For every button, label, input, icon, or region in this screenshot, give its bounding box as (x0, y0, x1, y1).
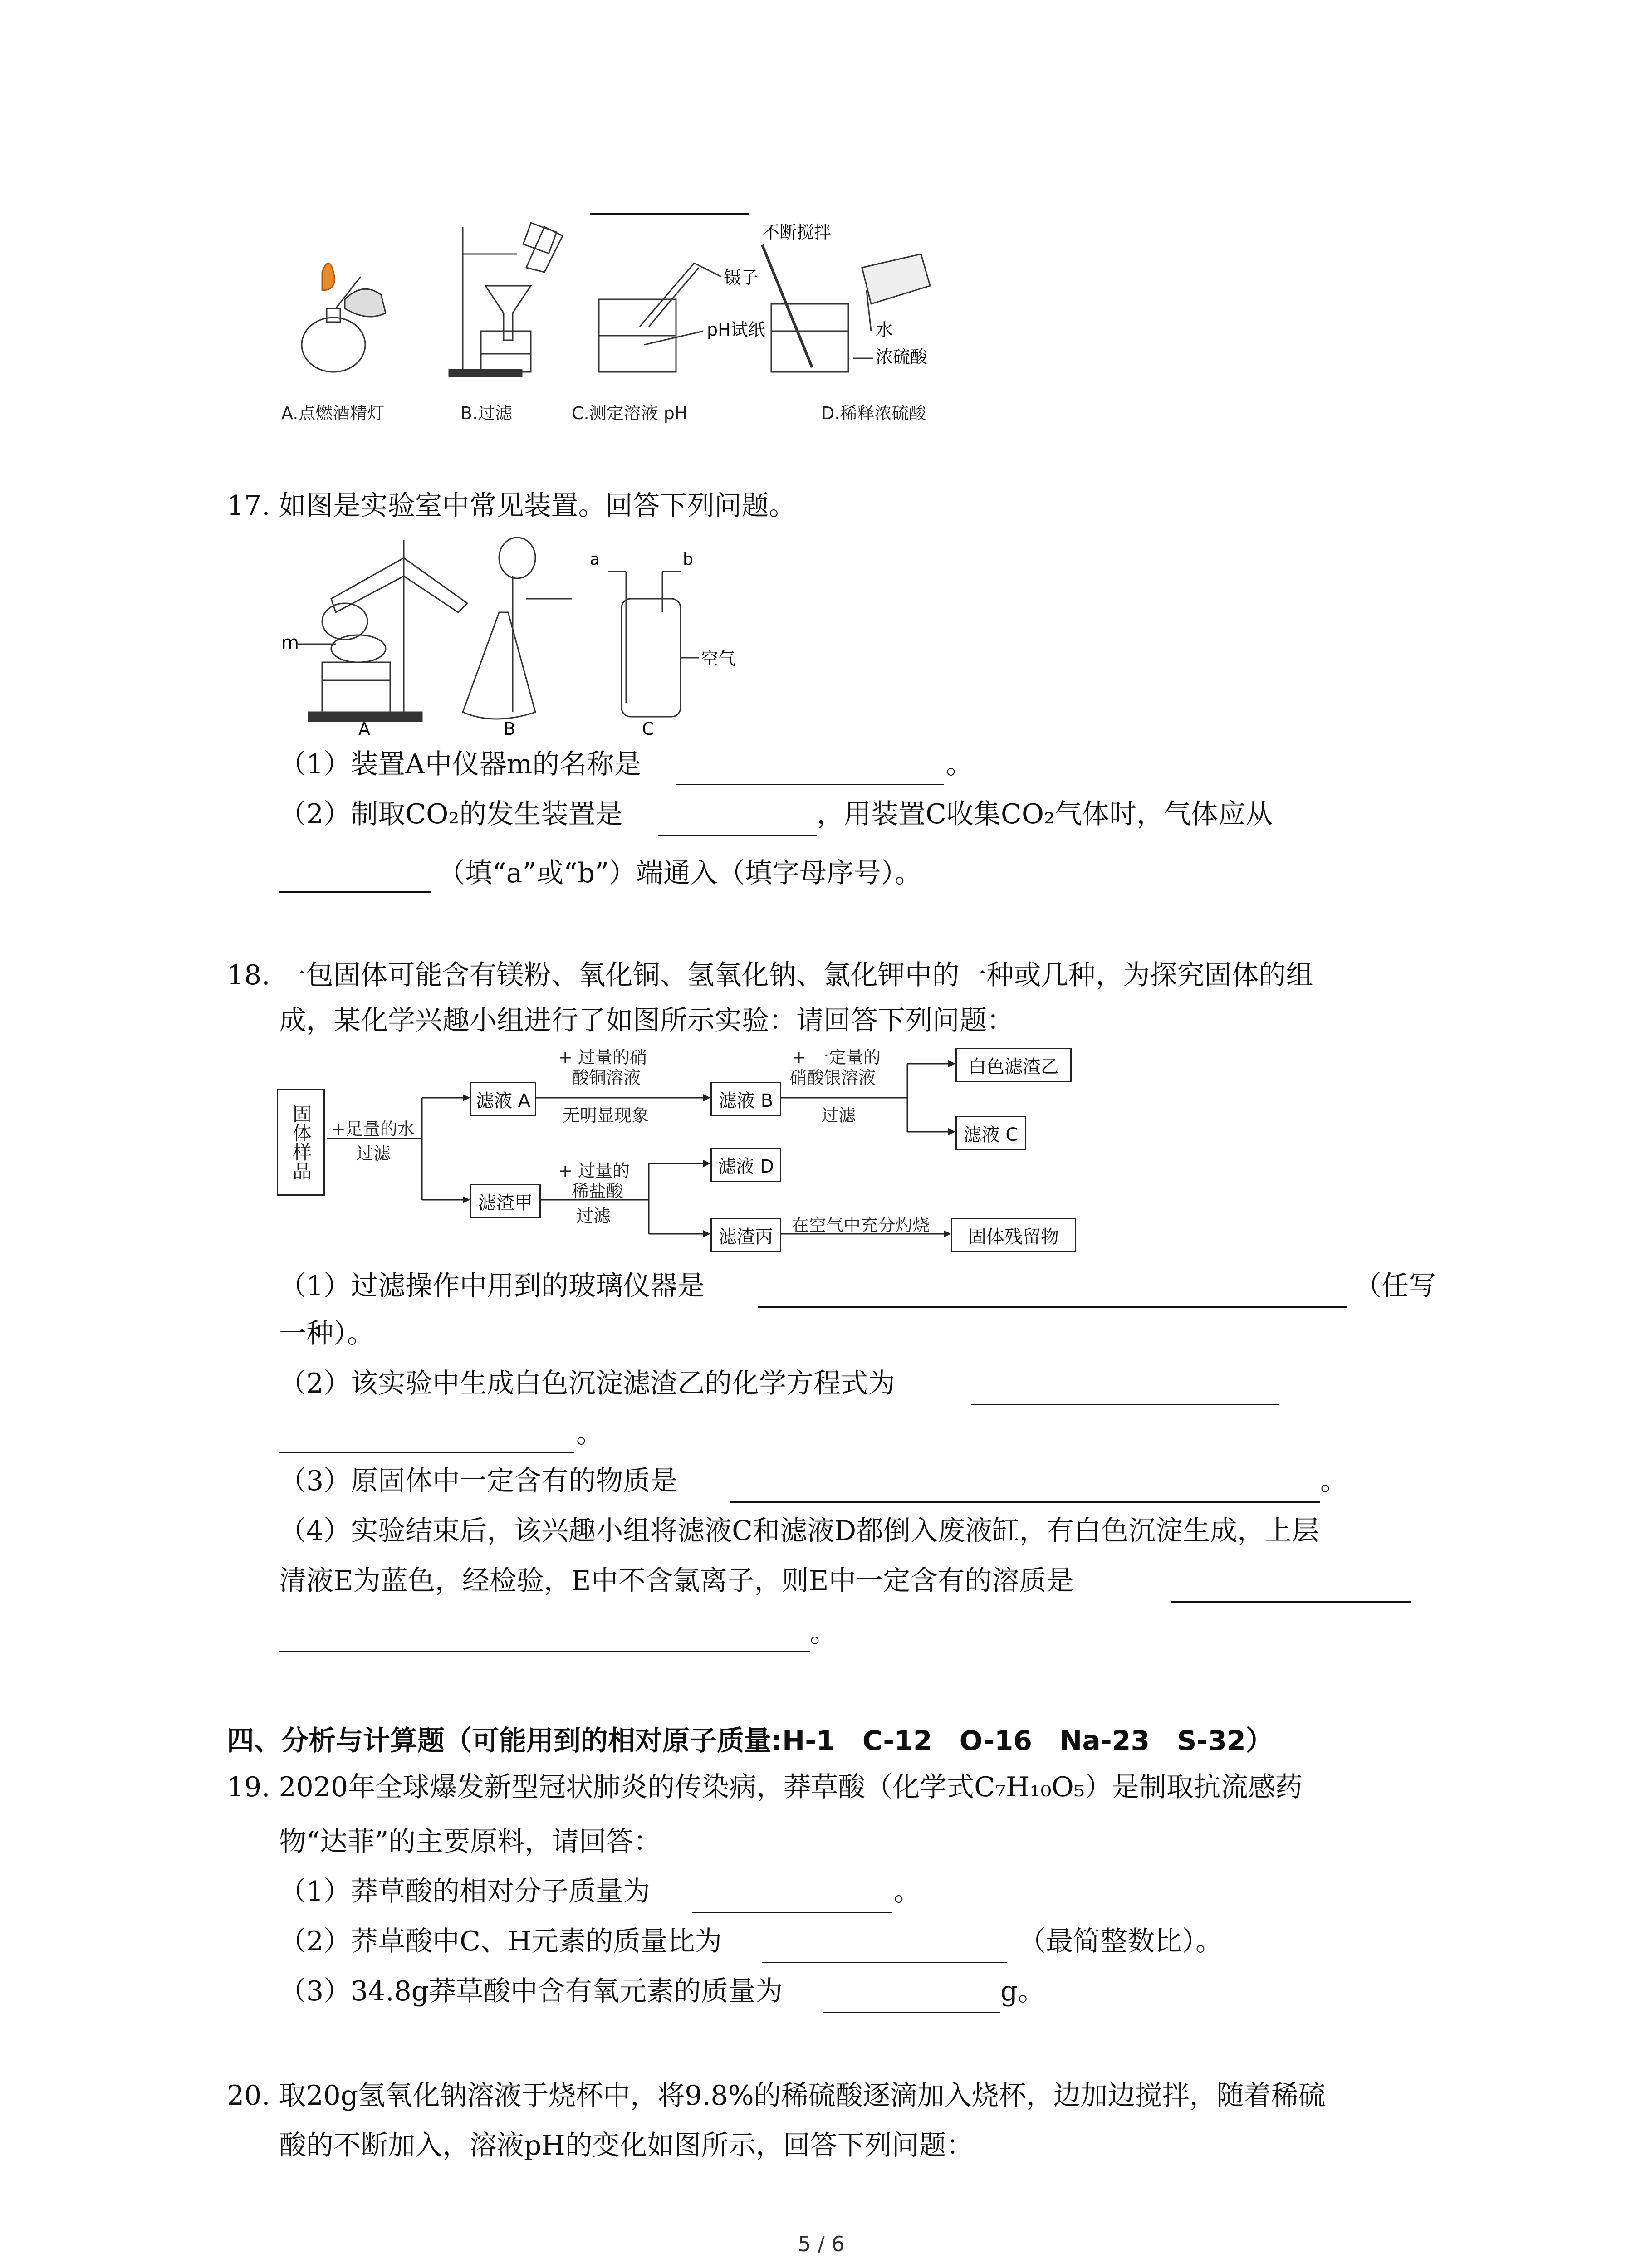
q18-sub4-line1: （4）实验结束后，该兴趣小组将滤液C和滤液D都倒入废液缸，有白色沉淀生成，上层 (279, 1515, 1319, 1547)
answer-blank-q18-4a[interactable] (1171, 1601, 1411, 1603)
q18-sub2-end: 。 (576, 1418, 603, 1449)
node-filtrate-a: 滤液 A (470, 1082, 536, 1116)
figure-label-b: B.过滤 (460, 403, 513, 423)
answer-blank-q18-3[interactable] (730, 1501, 1320, 1503)
figure-label-d: D.稀释浓硫酸 (821, 403, 926, 423)
q17-sub2-end: （填“a”或“b”）端通入（填字母序号）。 (438, 857, 922, 889)
label-m: m (281, 632, 299, 653)
answer-blank-q18-2a[interactable] (971, 1404, 1279, 1405)
step3-l3: 过滤 (821, 1105, 856, 1125)
q17-sub1: （1）装置A中仪器m的名称是 (279, 748, 642, 780)
q19-stem-line2: 物“达菲”的主要原料，请回答： (279, 1826, 661, 1857)
page-number: 5 / 6 (798, 2232, 845, 2256)
tweezers-label: 镊子 (724, 268, 759, 288)
node-residue-jia: 滤渣甲 (470, 1184, 541, 1218)
device-b (463, 538, 572, 719)
water-label: 水 (876, 320, 893, 340)
q18-sub4-line2: 清液E为蓝色，经检验，E中不含氯离子，则E中一定含有的溶质是 (279, 1565, 1074, 1597)
answer-blank-q18-1[interactable] (758, 1306, 1347, 1308)
alcohol-lamp-a (302, 263, 386, 372)
device-c (608, 572, 699, 717)
answer-blank-q19-3[interactable] (823, 2012, 1000, 2013)
answer-blank-q16 (590, 213, 749, 215)
acid-label: 浓硫酸 (876, 347, 928, 367)
section4-heading: 四、分析与计算题（可能用到的相对原子质量:H-1 C-12 O-16 Na-23 S-32） (227, 1725, 1273, 1757)
q18-stem-line2: 成，某化学兴趣小组进行了如图所示实验：请回答下列问题： (279, 1005, 1014, 1036)
q17-apparatus-figure (272, 531, 771, 744)
node-solid-residue: 固体残留物 (951, 1218, 1076, 1252)
q18-sub1-end: （任写 (1354, 1270, 1436, 1302)
filtration-setup-b (449, 223, 563, 376)
answer-blank-q19-2[interactable] (762, 1962, 1007, 1963)
step1-top: +足量的水 (331, 1119, 415, 1139)
node-filtrate-c: 滤液 C (955, 1116, 1026, 1150)
q20-stem-line1: 20. 取20g氢氧化钠溶液于烧杯中，将9.8%的稀硫酸逐滴加入烧杯，边加边搅拌，随着稀硫 (227, 2080, 1326, 2112)
step3-l2: 硝酸银溶液 (789, 1068, 876, 1088)
fig-label-c: C (642, 719, 654, 739)
q18-sub3: （3）原固体中一定含有的物质是 (279, 1465, 678, 1497)
q19-sub3-end: g。 (1000, 1975, 1045, 2007)
q17-sub1-end: 。 (946, 748, 973, 780)
q19-sub2: （2）莽草酸中C、H元素的质量比为 (279, 1926, 722, 1957)
node-filtrate-d: 滤液 D (710, 1148, 781, 1182)
step2-l3: 无明显现象 (563, 1105, 649, 1125)
figure-label-a: A.点燃酒精灯 (281, 403, 385, 423)
q19-stem-line1: 19. 2020年全球爆发新型冠状肺炎的传染病，莽草酸（化学式C₇H₁₀O₅）是制取抗流感药 (227, 1771, 1303, 1803)
q18-stem-line1: 18. 一包固体可能含有镁粉、氧化铜、氢氧化钠、氯化钾中的一种或几种，为探究固体的组 (227, 959, 1313, 991)
q19-sub2-end: （最简整数比）。 (1019, 1926, 1223, 1957)
answer-blank-q17-3[interactable] (279, 891, 431, 893)
answer-blank-q17-1[interactable] (676, 784, 944, 785)
q17-stem: 17. 如图是实验室中常见装置。回答下列问题。 (227, 490, 796, 522)
fig-label-b: B (504, 719, 516, 739)
label-a: a (590, 550, 600, 569)
step4-l3: 过滤 (576, 1206, 611, 1226)
answer-blank-q18-4b[interactable] (279, 1651, 810, 1652)
step2-l1: + 过量的硝 (558, 1047, 647, 1067)
figure-label-c: C.测定溶液 pH (572, 403, 688, 423)
answer-blank-q19-1[interactable] (692, 1912, 892, 1913)
answer-blank-q17-2[interactable] (658, 835, 817, 836)
q20-stem-line2: 酸的不断加入，溶液pH的变化如图所示，回答下列问题： (279, 2130, 974, 2161)
answer-blank-q18-2b[interactable] (279, 1452, 574, 1453)
fig-label-a: A (358, 719, 370, 739)
node-sample: 固体样品 (277, 1089, 325, 1196)
q18-sub3-end: 。 (1320, 1465, 1347, 1497)
ph-test-setup-c (599, 263, 721, 372)
ph-paper-label: pH试纸 (707, 320, 765, 340)
device-a (309, 540, 467, 721)
q18-sub1: （1）过滤操作中用到的玻璃仪器是 (279, 1270, 705, 1302)
step5-label: 在空气中充分灼烧 (792, 1215, 930, 1235)
stir-label: 不断搅拌 (762, 222, 832, 242)
step1-bottom: 过滤 (356, 1144, 391, 1163)
step2-l2: 酸铜溶液 (572, 1068, 641, 1088)
q18-sub2: （2）该实验中生成白色沉淀滤渣乙的化学方程式为 (279, 1368, 896, 1399)
label-b: b (683, 550, 693, 569)
step4-l1: + 过量的 (558, 1161, 630, 1181)
node-residue-y: 白色滤渣乙 (955, 1048, 1072, 1082)
q19-sub1: （1）莽草酸的相对分子质量为 (279, 1876, 651, 1907)
q19-sub1-end: 。 (894, 1876, 921, 1907)
q17-sub2: （2）制取CO₂的发生装置是 (279, 798, 623, 830)
q17-sub2-mid: ，用装置C收集CO₂气体时，气体应从 (817, 798, 1273, 830)
q18-sub4-end: 。 (810, 1617, 837, 1649)
node-residue-bing: 滤渣丙 (710, 1218, 781, 1252)
q18-sub1-line2: 一种）。 (279, 1318, 374, 1349)
q18-flowchart (277, 1043, 1139, 1270)
step4-l2: 稀盐酸 (572, 1181, 624, 1201)
node-filtrate-b: 滤液 B (710, 1082, 781, 1116)
q19-sub3: （3）34.8g莽草酸中含有氧元素的质量为 (279, 1975, 783, 2007)
step3-l1: + 一定量的 (792, 1047, 881, 1067)
label-air: 空气 (701, 649, 736, 669)
